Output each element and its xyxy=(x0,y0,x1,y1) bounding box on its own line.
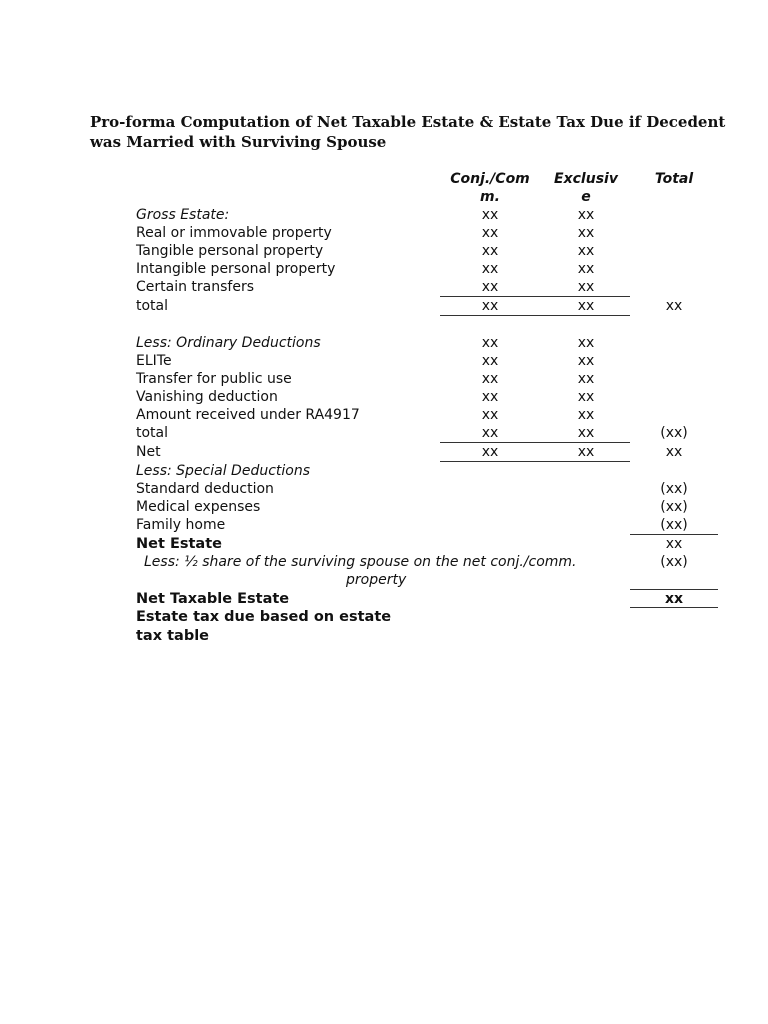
header-conj-comm-line1: Conj./Com xyxy=(450,171,530,187)
exclusive-value: xx xyxy=(577,225,595,241)
conj-comm-value: xx xyxy=(481,207,499,223)
table-row xyxy=(0,352,768,370)
row-label: Medical expenses xyxy=(136,499,261,515)
header-total xyxy=(630,170,718,188)
conj-comm-value: xx xyxy=(481,444,499,460)
total-value: (xx) xyxy=(660,481,688,497)
conj-comm-value: xx xyxy=(481,335,499,351)
exclusive-value: xx xyxy=(577,279,595,295)
conj-comm-value: xx xyxy=(481,407,499,423)
total-value: (xx) xyxy=(660,517,688,533)
row-label: Vanishing deduction xyxy=(136,389,278,405)
header-exclusive xyxy=(542,170,630,206)
conj-comm-value: xx xyxy=(481,371,499,387)
spouse-share-line2: property xyxy=(346,572,407,588)
exclusive-value: xx xyxy=(577,371,595,387)
total-value: (xx) xyxy=(660,425,688,441)
header-total-label: Total xyxy=(654,171,694,187)
table-row xyxy=(0,370,768,388)
row-label: Tangible personal property xyxy=(136,243,324,259)
spouse-share-value: (xx) xyxy=(660,554,688,570)
total-value: xx xyxy=(665,298,683,314)
row-label: Amount received under RA4917 xyxy=(136,407,360,423)
table-row xyxy=(0,498,768,516)
row-label: Transfer for public use xyxy=(136,371,292,387)
header-exclusive-line2: e xyxy=(581,189,591,205)
total-value: xx xyxy=(665,536,683,552)
table-row xyxy=(0,462,768,480)
row-label: ELITe xyxy=(136,353,172,369)
exclusive-value: xx xyxy=(577,425,595,441)
table-row xyxy=(0,406,768,424)
exclusive-value: xx xyxy=(577,444,595,460)
estate-tax-line1: Estate tax due based on estate xyxy=(136,609,392,625)
row-label: Net xyxy=(136,444,161,460)
header-exclusive-line1: Exclusiv xyxy=(554,171,618,187)
exclusive-value: xx xyxy=(577,353,595,369)
row-label: Family home xyxy=(136,517,226,533)
conj-comm-value: xx xyxy=(481,279,499,295)
total-value: (xx) xyxy=(660,499,688,515)
table-row xyxy=(0,480,768,498)
table-row xyxy=(0,516,768,534)
exclusive-value: xx xyxy=(577,389,595,405)
row-label: Standard deduction xyxy=(136,481,274,497)
row-label: Gross Estate: xyxy=(136,207,230,223)
conj-comm-value: xx xyxy=(481,389,499,405)
spouse-share-row xyxy=(0,553,768,589)
exclusive-value: xx xyxy=(577,298,595,314)
total-rule xyxy=(440,315,630,316)
conj-comm-value: xx xyxy=(481,225,499,241)
conj-comm-value: xx xyxy=(481,425,499,441)
table-row xyxy=(0,224,768,242)
row-label: total xyxy=(136,298,169,314)
conj-comm-value: xx xyxy=(481,243,499,259)
exclusive-value: xx xyxy=(577,243,595,259)
net-taxable-estate-value: xx xyxy=(664,591,684,607)
table-row xyxy=(0,297,768,315)
row-label: Less: Special Deductions xyxy=(136,463,311,479)
exclusive-value: xx xyxy=(577,335,595,351)
row-label: Intangible personal property xyxy=(136,261,336,277)
table-row xyxy=(0,242,768,260)
estate-tax-row xyxy=(0,608,768,646)
conj-comm-value: xx xyxy=(481,261,499,277)
table-row xyxy=(0,443,768,461)
conj-comm-value: xx xyxy=(481,353,499,369)
row-label: Certain transfers xyxy=(136,279,255,295)
row-label: Net Estate xyxy=(136,536,222,552)
document-title: Pro-forma Computation of Net Taxable Estate & Estate Tax Due if Decedent was Married with Surviving Spouse xyxy=(90,113,726,151)
row-label: Real or immovable property xyxy=(136,225,332,241)
estate-tax-line2: tax table xyxy=(136,628,210,644)
table-row xyxy=(0,334,768,352)
table-row xyxy=(0,388,768,406)
table-row xyxy=(0,260,768,278)
table-row xyxy=(0,424,768,442)
table-row xyxy=(0,535,768,553)
table-row xyxy=(0,206,768,224)
spouse-share-line1: Less: ½ share of the surviving spouse on the net conj./comm. xyxy=(144,554,577,570)
row-label: Less: Ordinary Deductions xyxy=(136,335,321,351)
header-conj-comm xyxy=(440,170,540,206)
row-label: total xyxy=(136,425,169,441)
net-taxable-estate-row xyxy=(0,590,768,608)
exclusive-value: xx xyxy=(577,207,595,223)
exclusive-value: xx xyxy=(577,407,595,423)
total-value: xx xyxy=(665,444,683,460)
exclusive-value: xx xyxy=(577,261,595,277)
table-row xyxy=(0,278,768,296)
header-conj-comm-line2: m. xyxy=(480,189,500,205)
net-taxable-estate-label: Net Taxable Estate xyxy=(136,591,290,607)
conj-comm-value: xx xyxy=(481,298,499,314)
